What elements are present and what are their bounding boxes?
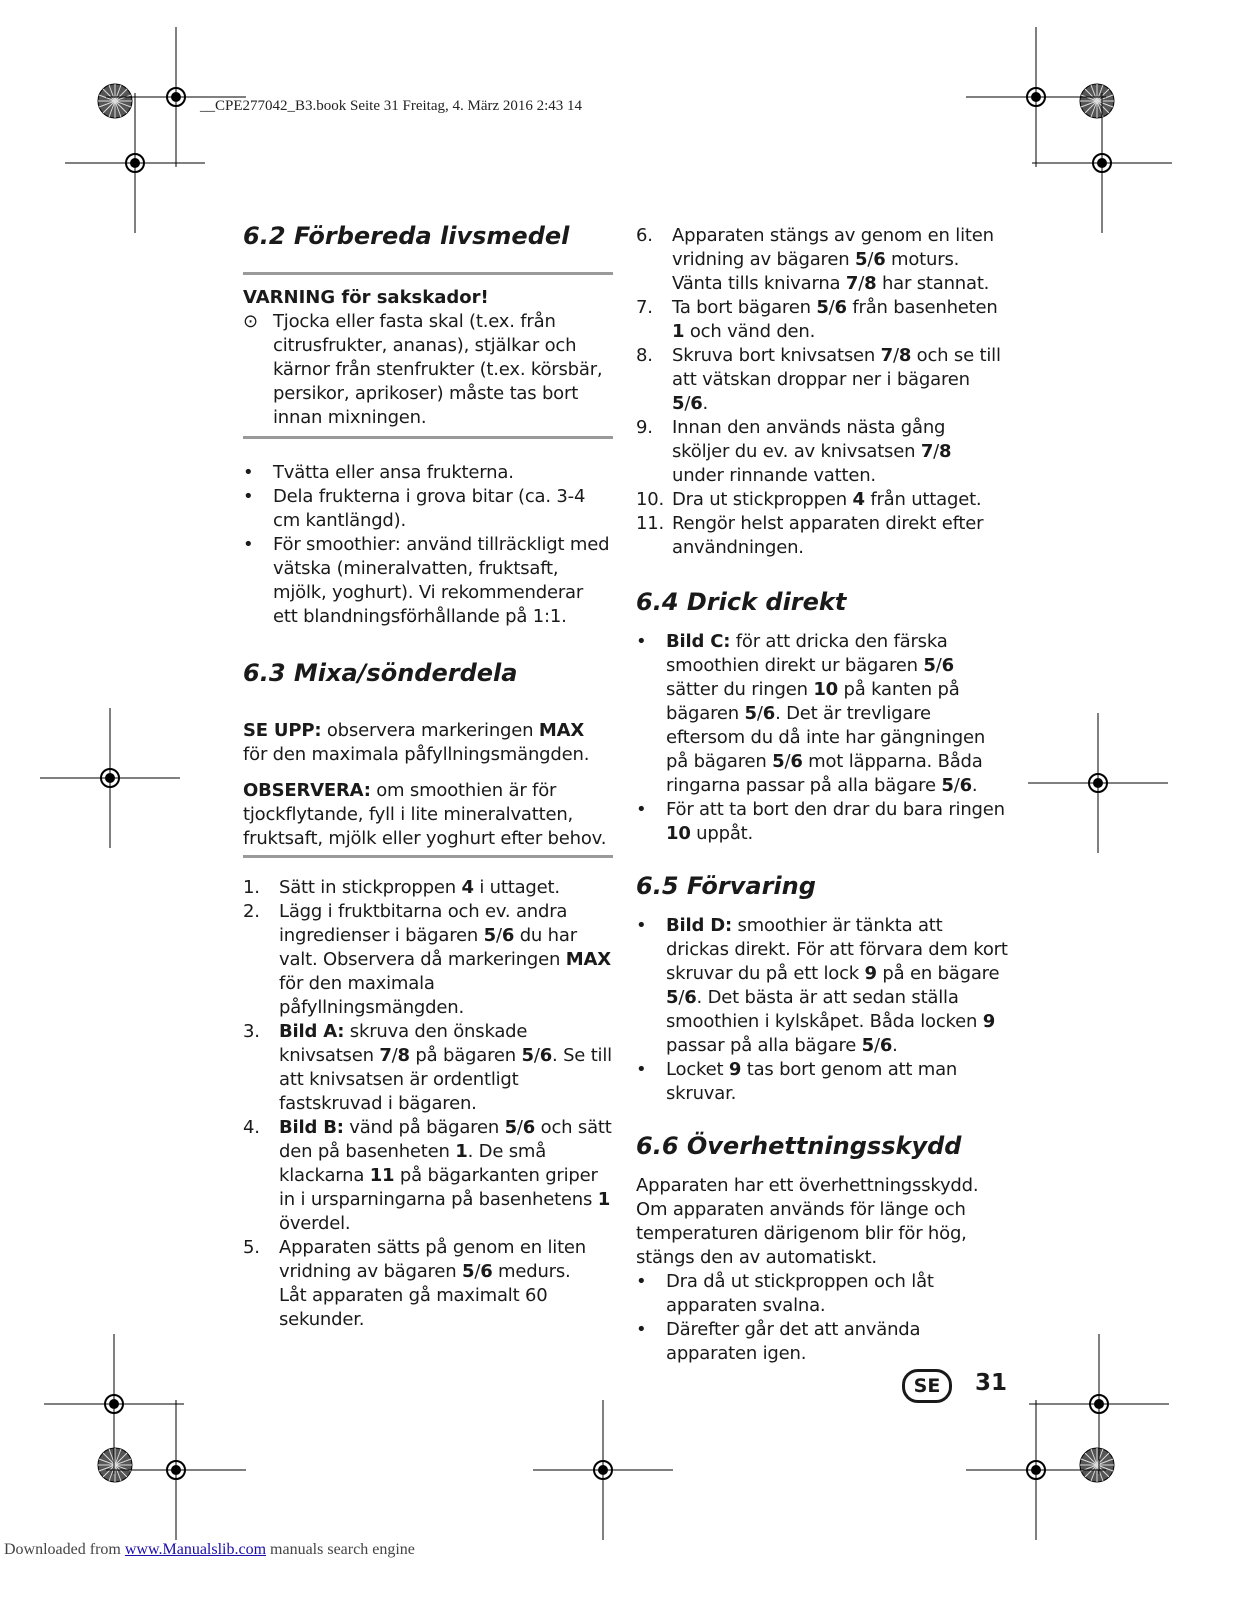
list-item: 1. Sätt in stickproppen 4 i uttaget. — [243, 877, 560, 898]
divider — [243, 855, 613, 858]
list-item: 2. Lägg i fruktbitarna och ev. andra ingredienser i bägaren 5/6 du har valt. Observera då markeringen MAX för den maximala påfyllningsmängden. — [243, 901, 611, 1018]
bullet-icon: • — [636, 915, 647, 936]
bullet-icon: • — [636, 1319, 647, 1340]
step-number: 9. — [636, 417, 653, 438]
drink-bullets — [636, 630, 1008, 846]
list-item: 4. Bild B: vänd på bägaren 5/6 och sätt den på basenheten 1. De små klackarna 11 på bägarkanten griper in i ursparningarna på basenhetens 1 överdel. — [243, 1117, 612, 1234]
step-number: 4. — [243, 1117, 260, 1138]
section-6-4-title: 6.4 Drick direkt — [636, 588, 847, 616]
list-item: 11. Rengör helst apparaten direkt efter användningen. — [636, 513, 984, 558]
list-item: 6. Apparaten stängs av genom en liten vridning av bägaren 5/6 moturs. Vänta tills knivarna 7/8 har stannat. — [636, 225, 994, 294]
warning-text: Tjocka eller fasta skal (t.ex. från citrusfrukter, ananas), stjälkar och kärnor från stenfrukter (t.ex. körsbär, persikor, aprikoser) måste tas bort innan mixningen. — [273, 311, 603, 428]
list-item: 9. Innan den används nästa gång sköljer du ev. av knivsatsen 7/8 under rinnande vatten. — [636, 417, 952, 486]
bullet-icon: • — [636, 799, 647, 820]
observe-note: OBSERVERA: om smoothien är för tjockflytande, fyll i lite mineralvatten, fruktsaft, mjölk eller yoghurt efter behov. — [243, 780, 607, 849]
list-item: • Bild D: smoothier är tänkta att drickas direkt. För att förvara dem kort skruvar du på ett lock 9 på en bägare 5/6. Det bästa är att sedan ställa smoothien i kylskåpet. Båda locken 9 passar på alla bägare 5/6. — [636, 915, 1008, 1056]
step-number: 2. — [243, 901, 260, 922]
steps-list-right — [636, 224, 1008, 560]
list-item: • Locket 9 tas bort genom att man skruvar. — [636, 1059, 958, 1104]
list-item: 5. Apparaten sätts på genom en liten vridning av bägaren 5/6 medurs. Låt apparaten gå maximalt 60 sekunder. — [243, 1237, 587, 1330]
list-item: • Tvätta eller ansa frukterna. — [243, 462, 514, 483]
step-number: 6. — [636, 225, 653, 246]
divider — [243, 272, 613, 275]
step-number: 8. — [636, 345, 653, 366]
list-item: • För att ta bort den drar du bara ringen 10 uppåt. — [636, 799, 1005, 844]
step-number: 11. — [636, 513, 665, 534]
list-item: 8. Skruva bort knivsatsen 7/8 och se till att vätskan droppar ner i bägaren 5/6. — [636, 345, 1001, 414]
page-number: 31 — [975, 1370, 1008, 1396]
step-number: 10. — [636, 489, 665, 510]
section-6-3-title: 6.3 Mixa/sönderdela — [243, 659, 518, 687]
bullet-icon: • — [636, 631, 647, 652]
section-6-2-title: 6.2 Förbereda livsmedel — [243, 222, 570, 250]
circle-dot-icon: ⊙ — [243, 311, 258, 332]
bullet-icon: • — [243, 534, 254, 555]
prep-bullets — [243, 461, 613, 629]
bullet-icon: • — [636, 1059, 647, 1080]
step-number: 3. — [243, 1021, 260, 1042]
steps-list-left — [243, 876, 613, 1332]
bullet-icon: • — [243, 462, 254, 483]
language-badge: SE — [902, 1369, 952, 1403]
overheat-bullets — [636, 1270, 1008, 1366]
list-item: 7. Ta bort bägaren 5/6 från basenheten 1 och vänd den. — [636, 297, 998, 342]
step-number: 5. — [243, 1237, 260, 1258]
section-6-6-title: 6.6 Överhettningsskydd — [636, 1132, 962, 1160]
caution-note: SE UPP: observera markeringen MAX för den maximala påfyllningsmängden. — [243, 720, 590, 765]
list-item: • Därefter går det att använda apparaten igen. — [636, 1319, 921, 1364]
left-column — [243, 222, 613, 1332]
book-header-line: __CPE277042_B3.book Seite 31 Freitag, 4. März 2016 2:43 14 — [200, 98, 583, 114]
divider — [243, 436, 613, 439]
warning-box — [243, 286, 613, 430]
list-item: • Dela frukterna i grova bitar (ca. 3-4 cm kantlängd). — [243, 486, 586, 531]
bullet-icon: • — [243, 486, 254, 507]
list-item: • Dra då ut stickproppen och låt apparaten svalna. — [636, 1271, 934, 1316]
storage-bullets — [636, 914, 1008, 1106]
list-item: 3. Bild A: skruva den önskade knivsatsen 7/8 på bägaren 5/6. Se till att knivsatsen är ordentligt fastskruvad i bägaren. — [243, 1021, 612, 1114]
right-column — [636, 222, 1008, 1366]
list-item: • Bild C: för att dricka den färska smoothien direkt ur bägaren 5/6 sätter du ringen 10 på kanten på bägaren 5/6. Det är trevligare eftersom du då inte har gängningen på bägaren 5/6 mot läpparna. Båda ringarna passar på alla bägare 5/6. — [636, 631, 986, 796]
list-item: 10. Dra ut stickproppen 4 från uttaget. — [636, 489, 982, 510]
step-number: 7. — [636, 297, 653, 318]
warning-title: VARNING för sakskador! — [243, 287, 489, 308]
step-number: 1. — [243, 877, 260, 898]
manualslib-link[interactable]: www.Manualslib.com — [124, 1541, 267, 1558]
download-footer: Downloaded from www.Manualslib.com manuals search engine — [4, 1541, 415, 1558]
bullet-icon: • — [636, 1271, 647, 1292]
list-item: • För smoothier: använd tillräckligt med vätska (mineralvatten, fruktsaft, mjölk, yoghurt). Vi rekommenderar ett blandningsförhållande på 1:1. — [243, 534, 610, 627]
section-6-5-title: 6.5 Förvaring — [636, 872, 816, 900]
overheat-intro: Apparaten har ett överhettningsskydd. Om apparaten används för länge och temperaturen därigenom blir för hög, stängs den av automatiskt. — [636, 1175, 979, 1268]
warning-item — [243, 310, 613, 430]
